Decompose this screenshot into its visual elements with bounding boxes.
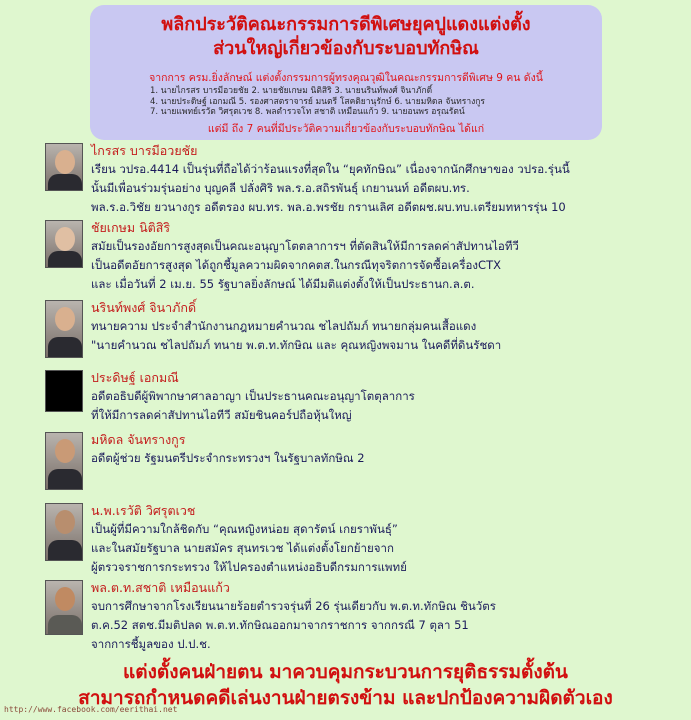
person-description <box>91 520 407 577</box>
person-description <box>91 449 365 468</box>
description-line: ต.ค.52 สตช.มีมติปลด พ.ต.ท.ทักษิณออกมาจากราชการ จากกรณี 7 ตุลา 51 <box>91 618 469 632</box>
description-line: เป็นผู้ที่มีความใกล้ชิดกับ “คุณหญิงหน่อย สุดารัตน์ เกยราพันธุ์” <box>91 522 398 536</box>
description-line: เป็นอดีตอัยการสูงสุด ได้ถูกชี้มูลความผิดจากคตส.ในกรณีทุจริตการจัดซื้อเครื่องCTX <box>91 258 501 272</box>
page-title-line-1: พลิกประวัติคณะกรรมการดีพิเศษยุคปูแดงแต่งตั้ง <box>161 14 531 35</box>
description-line: ทนายความ ประจำสำนักงานกฎหมายคำนวณ ชไลปถัมภ์ ทนายกลุ่มคนเสื้อแดง <box>91 319 477 333</box>
description-line: และ เมื่อวันที่ 2 เม.ย. 55 รัฐบาลยิ่งลักษณ์ ได้มีมติแต่งตั้งให้เป็นประธานก.ล.ต. <box>91 277 475 291</box>
description-line: นั้นมีเพื่อนร่วมรุ่นอย่าง บุญคลี ปลั่งศิริ พล.ร.อ.สถิรพันธุ์ เกยานนท์ อดีตผบ.ทร. <box>91 181 470 195</box>
committee-list-line: 1. นายไกรสร บารมีอวยชัย 2. นายชัยเกษม นิติสิริ 3. นายนรินท์พงศ์ จินาภักดิ์ <box>150 86 433 96</box>
person-name: ประดิษฐ์ เอกมณี <box>91 370 179 385</box>
description-line: ผู้ตรวจราชการกระทรวง ให้ไปครองตำแหน่งอธิบดีกรมการแพทย์ <box>91 560 407 574</box>
person-photo <box>45 580 83 635</box>
person-photo <box>45 143 83 191</box>
committee-list-line: 4. นายประดิษฐ์ เอกมณี 5. รองศาสตราจารย์ มนตรี โสคติยานุรักษ์ 6. นายมหิดล จันทรางกูร <box>150 96 485 107</box>
description-line: อดีตอธิบดีผู้พิพากษาศาลอาญา เป็นประธานคณะอนุญาโตตุลาการ <box>91 389 415 403</box>
header-box <box>90 5 602 140</box>
person-description <box>91 387 415 425</box>
person-name: น.พ.เรวัติ วิศรุตเวช <box>91 503 196 518</box>
description-line: ที่ให้มีการลดค่าสัปทานไอทีวี สมัยชินคอร์ปถือหุ้นใหญ่ <box>91 408 352 422</box>
person-photo <box>45 503 83 561</box>
person-photo <box>45 432 83 490</box>
page-title-line-2: ส่วนใหญ่เกี่ยวข้องกับระบอบทักษิณ <box>213 38 479 59</box>
person-photo-placeholder <box>45 370 83 412</box>
description-line: จากการชี้มูลของ ป.ป.ช. <box>91 637 211 651</box>
person-description <box>91 237 519 294</box>
description-line: จบการศึกษาจากโรงเรียนนายร้อยตำรวจรุ่นที่ 26 รุ่นเดียวกับ พ.ต.ท.ทักษิณ ชินวัตร <box>91 599 496 613</box>
source-url: http://www.facebook.com/eerithai.net <box>4 705 178 714</box>
person-photo <box>45 300 83 358</box>
person-photo <box>45 220 83 268</box>
person-name: นรินท์พงศ์ จินาภักดิ์ <box>91 300 197 315</box>
committee-list <box>90 86 602 118</box>
description-line: "นายคำนวณ ชไลปถัมภ์ ทนาย พ.ต.ท.ทักษิณ และ คุณหญิงพจมาน ในคดีที่ดินรัชดา <box>91 338 502 352</box>
person-description <box>91 317 501 355</box>
person-name: ชัยเกษม นิติสิริ <box>91 220 171 235</box>
person-description <box>91 160 570 217</box>
conclusion-line-1: แต่งตั้งคนฝ่ายตน มาควบคุมกระบวนการยุติธรรมตั้งต้น <box>123 661 568 683</box>
description-line: พล.ร.อ.วิชัย ยวนางกูร อดีตรอง ผบ.ทร. พล.อ.พรชัย กรานเลิศ อดีตผช.ผบ.ทบ.เตรียมทหารรุ่น 10 <box>91 200 566 214</box>
person-name: มหิดล จันทรางกูร <box>91 432 186 447</box>
header-subtitle: จากการ ครม.ยิ่งลักษณ์ แต่งตั้งกรรมการผู้ทรงคุณวุฒิในคณะกรรมการดีพิเศษ 9 คน ดังนี้ <box>149 72 543 84</box>
header-note: แต่มี ถึง 7 คนที่มีประวัติความเกี่ยวข้องกับระบอบทักษิณ ได้แก่ <box>207 122 485 135</box>
description-line: อดีตผู้ช่วย รัฐมนตรีประจำกระทรวงฯ ในรัฐบาลทักษิณ 2 <box>91 451 365 465</box>
person-name: ไกรสร บารมีอวยชัย <box>91 143 198 158</box>
person-name: พล.ต.ท.สชาติ เหมือนแก้ว <box>91 580 230 595</box>
committee-list-line: 7. นายแพทย์เรวัต วิศรุตเวช 8. พลตำรวจโท สชาติ เหมือนแก้ว 9. นายอนพร อรุณรัตน์ <box>150 107 465 117</box>
description-line: และในสมัยรัฐบาล นายสมัคร สุนทรเวช ได้แต่งตั้งโยกย้ายจาก <box>91 541 394 555</box>
description-line: สมัยเป็นรองอัยการสูงสุดเป็นคณะอนุญาโตตลาการฯ ที่ตัดสินให้มีการลดค่าสัปทานไอทีวี <box>91 239 519 253</box>
description-line: เรียน วปรอ.4414 เป็นรุ่นที่ถือได้ว่าร้อนแรงที่สุดใน “ยุคทักษิณ” เนื่องจากนักศึกษาของ วปรอ.รุ่นนี้ <box>91 162 570 176</box>
person-description <box>91 597 496 654</box>
conclusion-line-2: สามารถกำหนดคดีเล่นงานฝ่ายตรงข้าม และปกป้องความผิดตัวเอง <box>78 687 613 709</box>
